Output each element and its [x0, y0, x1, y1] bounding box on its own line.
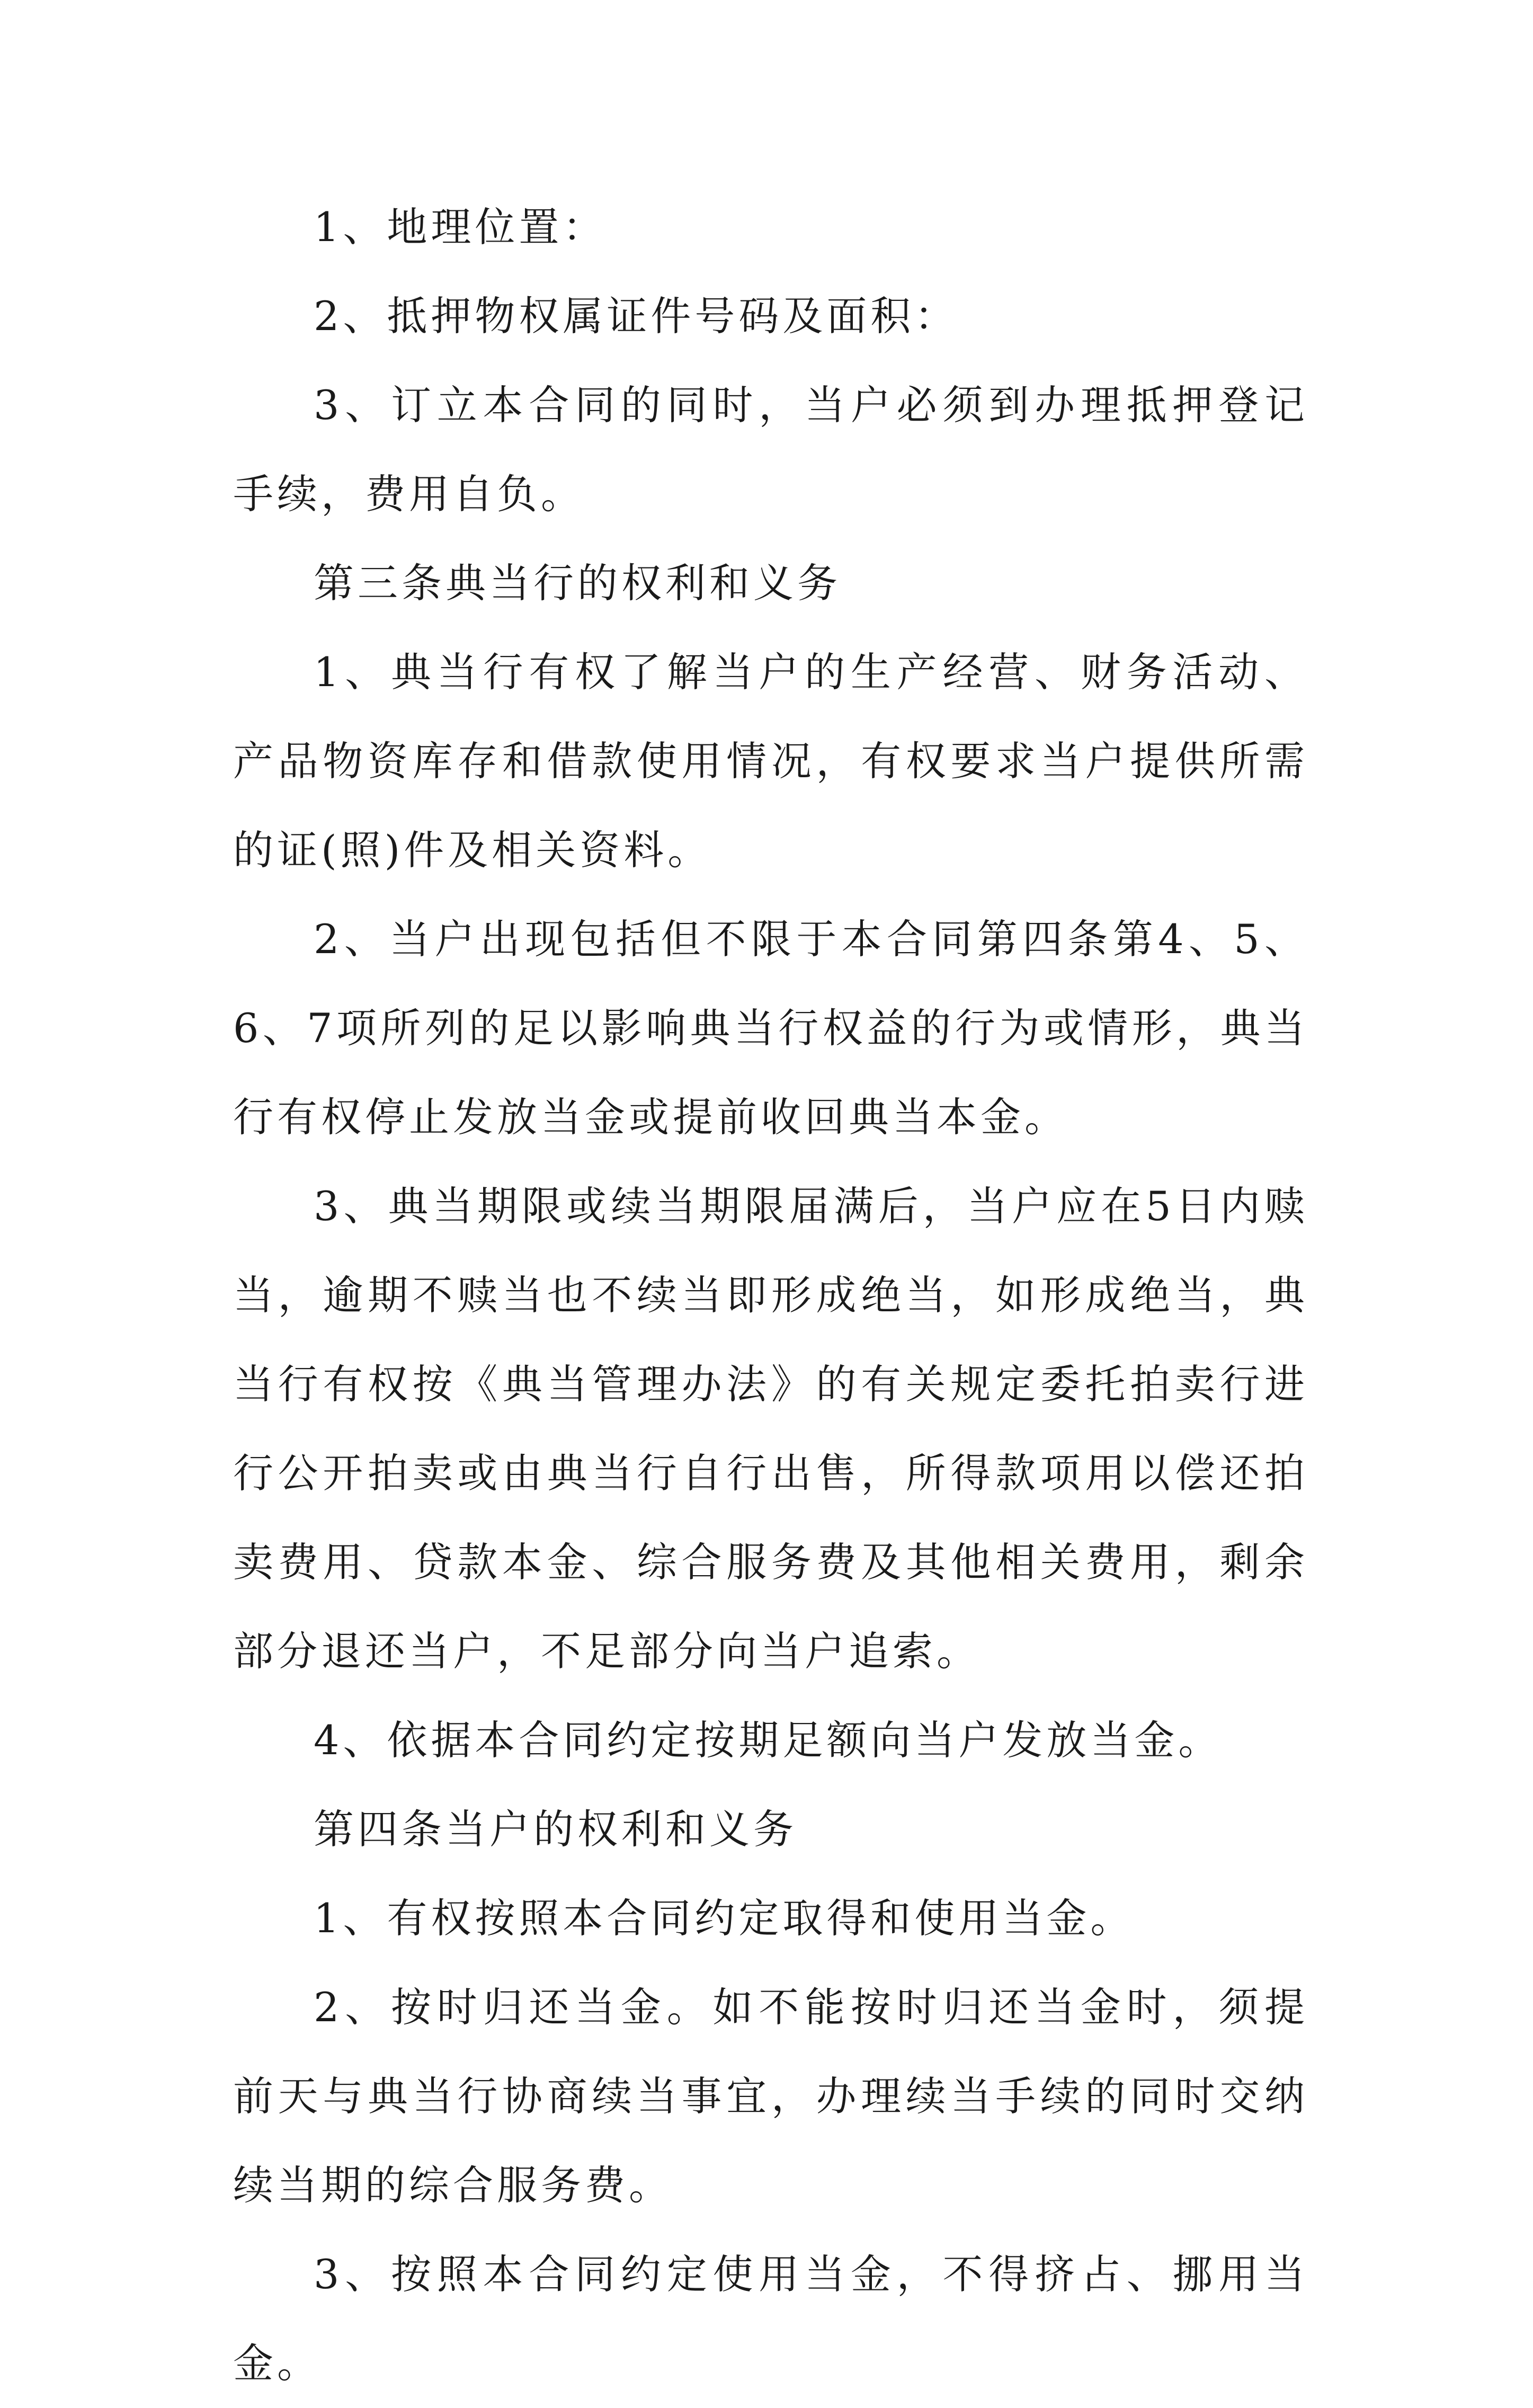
paragraph-article-3-item-4: 4、依据本合同约定按期足额向当户发放当金。 [314, 1717, 1223, 1764]
section-heading-article-4: 第四条当户的权利和义务 [314, 1806, 797, 1853]
paragraph-location: 1、地理位置： [314, 203, 607, 251]
paragraph-article-4-item-2: 2、按时归还当金。如不能按时归还当金时，须提前天与典当行协商续当事宜，办理续当手续的同时交纳续当期的综合服务费。 [233, 1984, 1308, 2209]
paragraph-registration: 3、订立本合同的同时，当户必须到办理抵押登记手续，费用自负。 [233, 381, 1308, 518]
contract-body [233, 183, 1308, 2408]
paragraph-article-3-item-3: 3、典当期限或续当期限届满后，当户应在5日内赎当，逾期不赎当也不续当即形成绝当，如形成绝当，典当行有权按《典当管理办法》的有关规定委托拍卖行进行公开拍卖或由典当行自行出售，所得款项用以偿还拍卖费用、贷款本金、综合服务费及其他相关费用，剩余部分退还当户，不足部分向当户追索。 [233, 1183, 1308, 1675]
section-heading-article-3: 第三条典当行的权利和义务 [314, 559, 841, 607]
paragraph-article-4-item-1: 1、有权按照本合同约定取得和使用当金。 [314, 1895, 1135, 1942]
paragraph-article-3-item-1: 1、典当行有权了解当户的生产经营、财务活动、产品物资库存和借款使用情况，有权要求当户提供所需的证(照)件及相关资料。 [233, 648, 1308, 874]
paragraph-certificate: 2、抵押物权属证件号码及面积： [314, 292, 959, 340]
paragraph-article-3-item-2: 2、当户出现包括但不限于本合同第四条第4、5、6、7项所列的足以影响典当行权益的行为或情形，典当行有权停止发放当金或提前收回典当本金。 [233, 916, 1308, 1141]
paragraph-article-4-item-3: 3、按照本合同约定使用当金，不得挤占、挪用当金。 [233, 2251, 1308, 2387]
